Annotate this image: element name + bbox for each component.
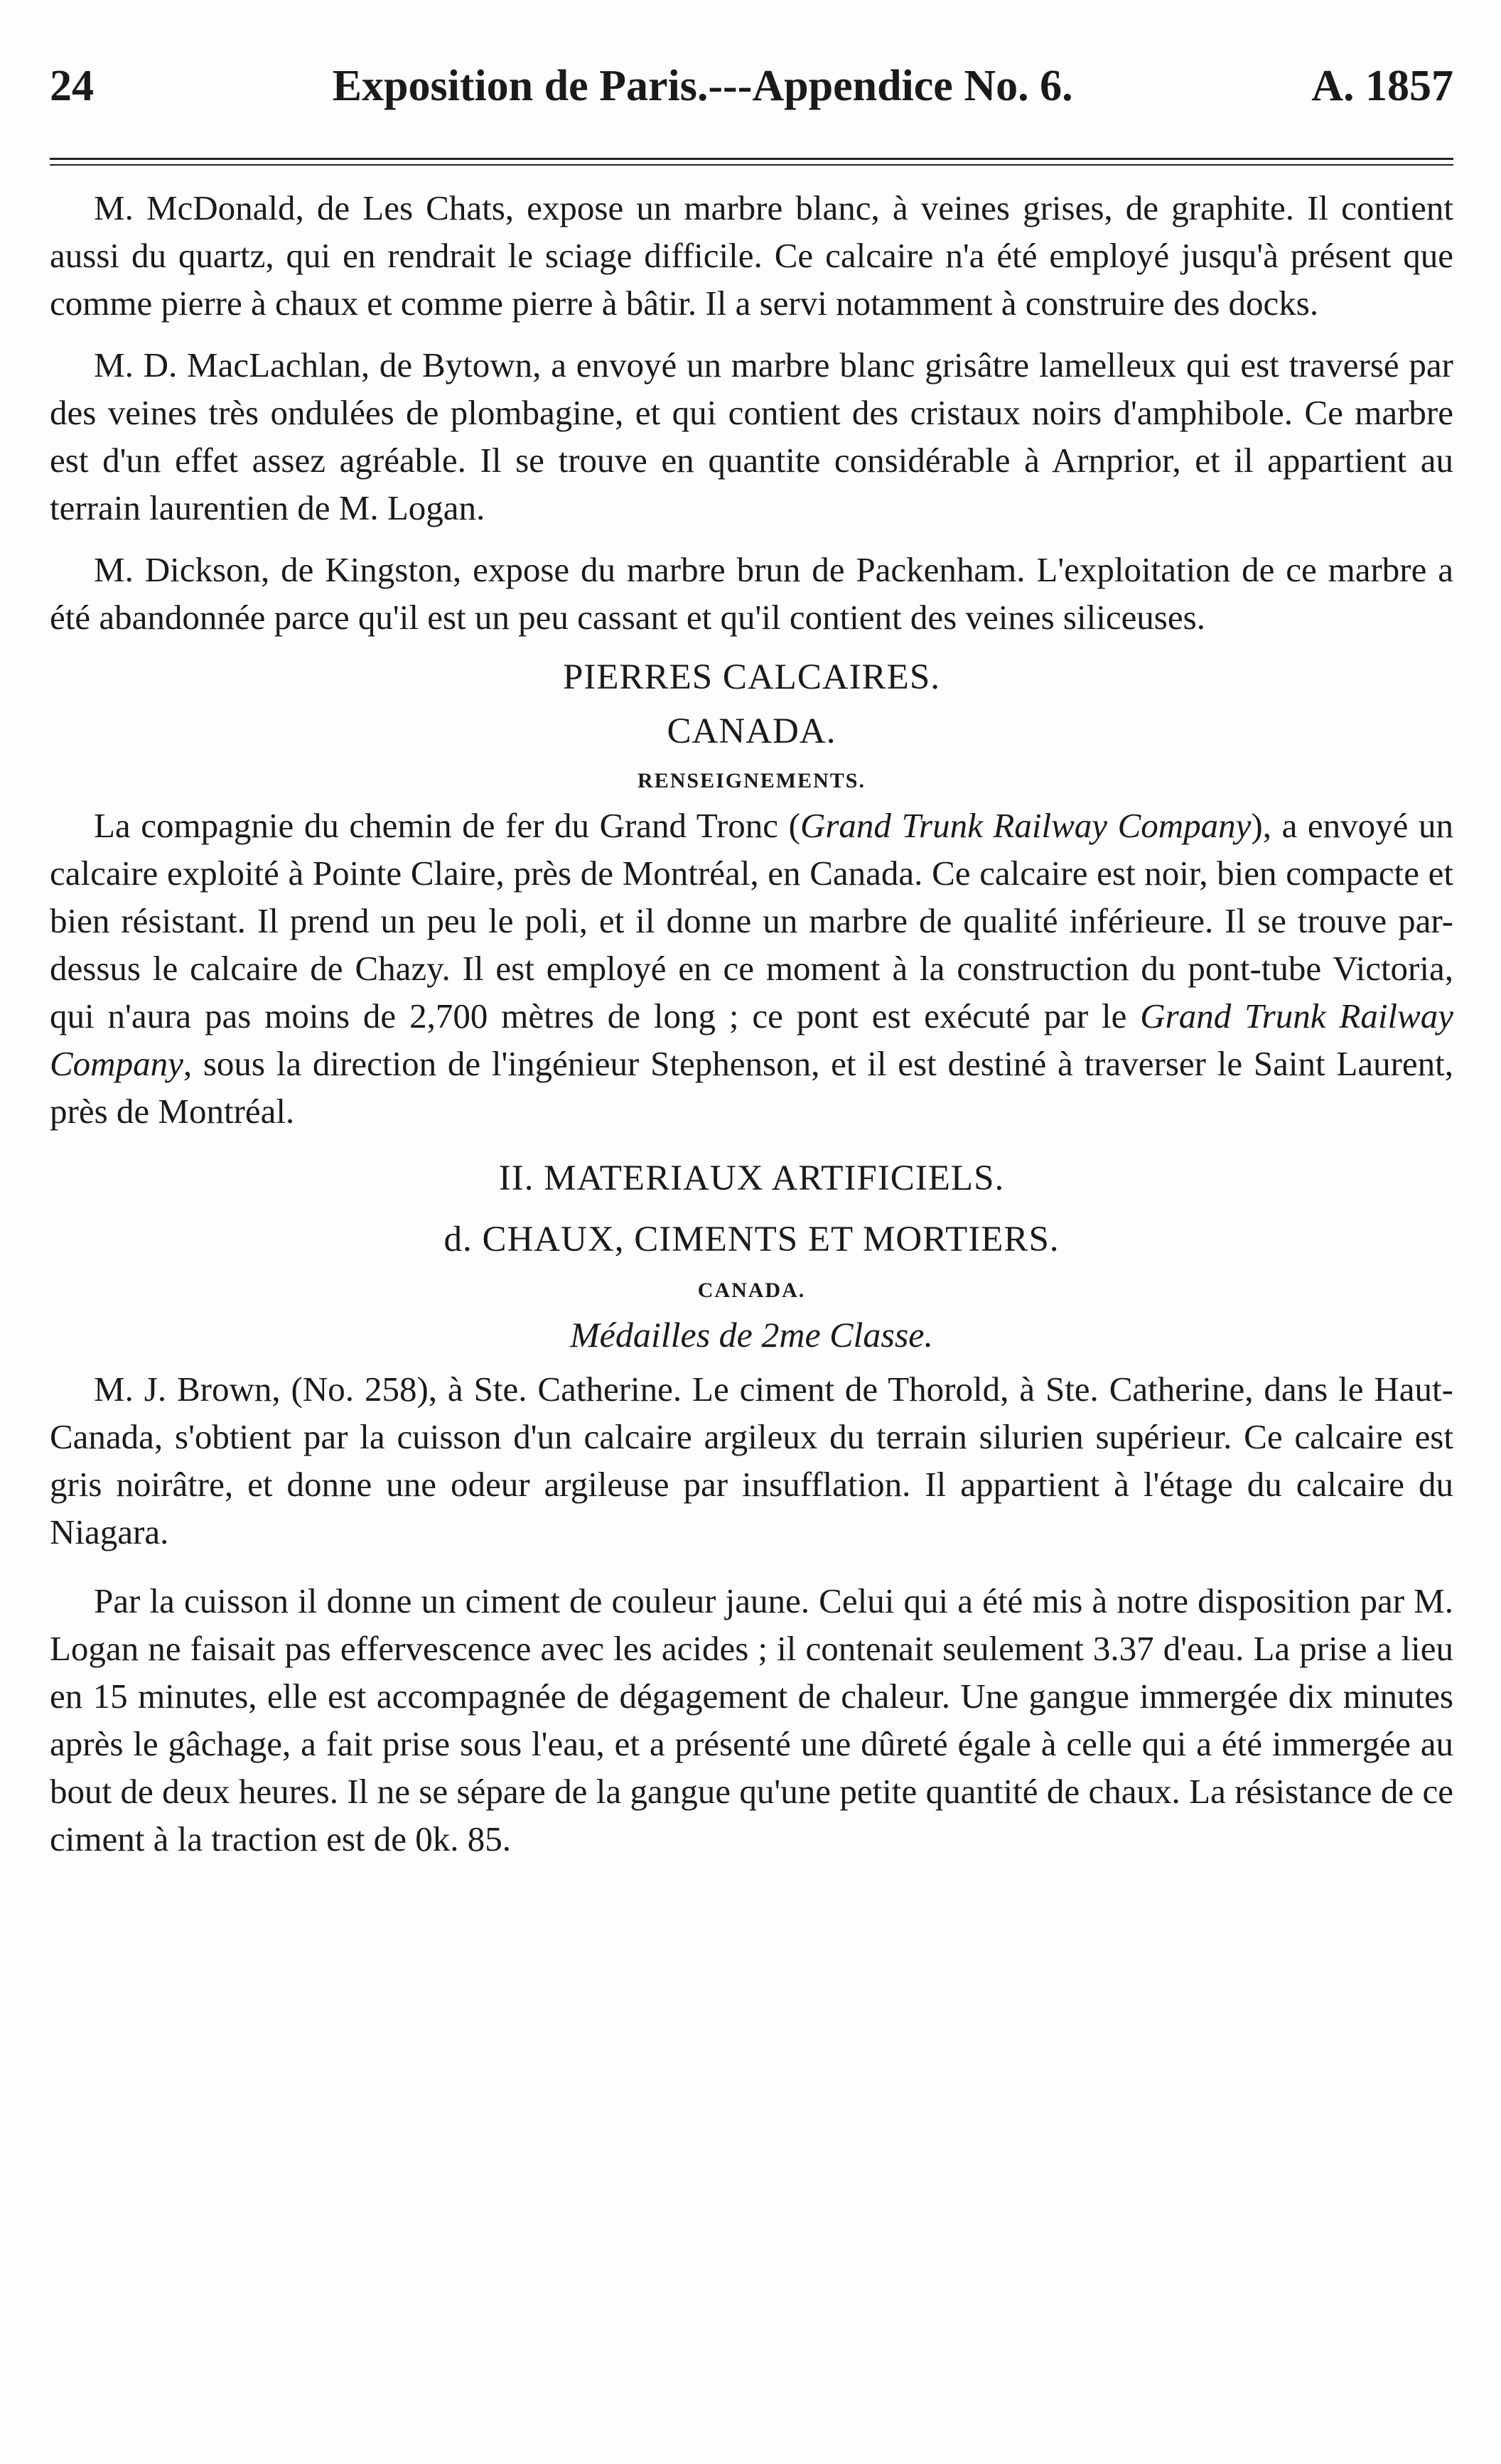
paragraph-cuisson: Par la cuisson il donne un ciment de couleur jaune. Celui qui a été mis à notre disposition par M. Logan ne faisait pas effervescence avec les acides ; il contenait seulement 3.37 d'eau. La prise a lieu en 15 minutes, elle est accompagnée de dégagement de chaleur. Une gangue immergée dix minutes après le gâchage, a fait prise sous l'eau, et a présenté une dûreté égale à celle qui a été immergée au bout de deux heures. Il ne se sépare de la gangue qu'une petite quantité de chaux. La résistance de ce ciment à la traction est de 0k. 85. xyxy=(50,1581,1453,1858)
paragraph-dickson: M. Dickson, de Kingston, expose du marbre brun de Packenham. L'exploitation de ce marbre a été abandonnée parce qu'il est un peu cassant et qu'il contient des veines siliceuses. xyxy=(50,550,1453,637)
document-page xyxy=(50,64,1453,1863)
heading-renseignements: RENSEIGNEMENTS. xyxy=(637,769,866,792)
company-name-italic: Grand Trunk Railway Company xyxy=(50,996,1453,1083)
header-rule xyxy=(50,158,1453,166)
heading-canada: CANADA. xyxy=(667,711,836,751)
paragraph-grand-tronc xyxy=(50,802,1453,1135)
page-number: 24 xyxy=(50,62,94,110)
paragraph-mcdonald: M. McDonald, de Les Chats, expose un marbre blanc, à veines grises, de graphite. Il contient aussi du quartz, qui en rendrait le sciage difficile. Ce calcaire n'a été employé jusqu'à présent que comme pierre à chaux et comme pierre à bâtir. Il a servi notamment à construire des docks. xyxy=(50,188,1453,323)
paragraph-brown: M. J. Brown, (No. 258), à Ste. Catherine. Le ciment de Thorold, à Ste. Catherine, dans le Haut-Canada, s'obtient par la cuisson d'un calcaire argileux du terrain silurien supérieur. Ce calcaire est gris noirâtre, et donne une odeur argileuse par insufflation. Il appartient à l'étage du calcaire du Niagara. xyxy=(50,1370,1453,1551)
text-segment: ), a envoyé un calcaire exploité à Pointe Claire, près de Montréal, en Canada. Ce calcaire est noir, bien compacte et bien résistant. Il prend un peu le poli, et il donne un marbre de qualité inférieure. Il se trouve par-dessus le calcaire de Chazy. Il est employé en ce moment à la construction du pont-tube Victoria, qui n'aura pas moins de 2,700 mètres de long ; ce pont est exécuté par le xyxy=(50,806,1453,1035)
section-heading-materiaux: II. MATERIAUX ARTIFICIELS. xyxy=(498,1158,1005,1198)
company-name-italic: Grand Trunk Railway Company xyxy=(800,806,1252,845)
running-title: Exposition de Paris.---Appendice No. 6. xyxy=(332,62,1073,110)
paragraph-maclachlan: M. D. MacLachlan, de Bytown, a envoyé un marbre blanc grisâtre lamelleux qui est traversé par des veines très ondulées de plombagine, et qui contient des cristaux noirs d'amphibole. Ce marbre est d'un effet assez agréable. Il se trouve en quantite considérable à Arnprior, et il appartient au terrain laurentien de M. Logan. xyxy=(50,345,1453,527)
heading-medailles: Médailles de 2me Classe. xyxy=(569,1315,933,1355)
year-label: A. 1857 xyxy=(1311,62,1453,110)
heading-canada-small: CANADA. xyxy=(697,1279,806,1302)
page-header xyxy=(50,64,1453,121)
subsection-heading-chaux: d. CHAUX, CIMENTS ET MORTIERS. xyxy=(443,1220,1060,1259)
text-segment: La compagnie du chemin de fer du Grand Tronc ( xyxy=(94,806,800,845)
text-segment: , sous la direction de l'ingénieur Stephenson, et il est destiné à traverser le Saint Laurent, près de Montréal. xyxy=(50,1044,1453,1131)
section-heading-pierres-calcaires: PIERRES CALCAIRES. xyxy=(563,657,940,697)
